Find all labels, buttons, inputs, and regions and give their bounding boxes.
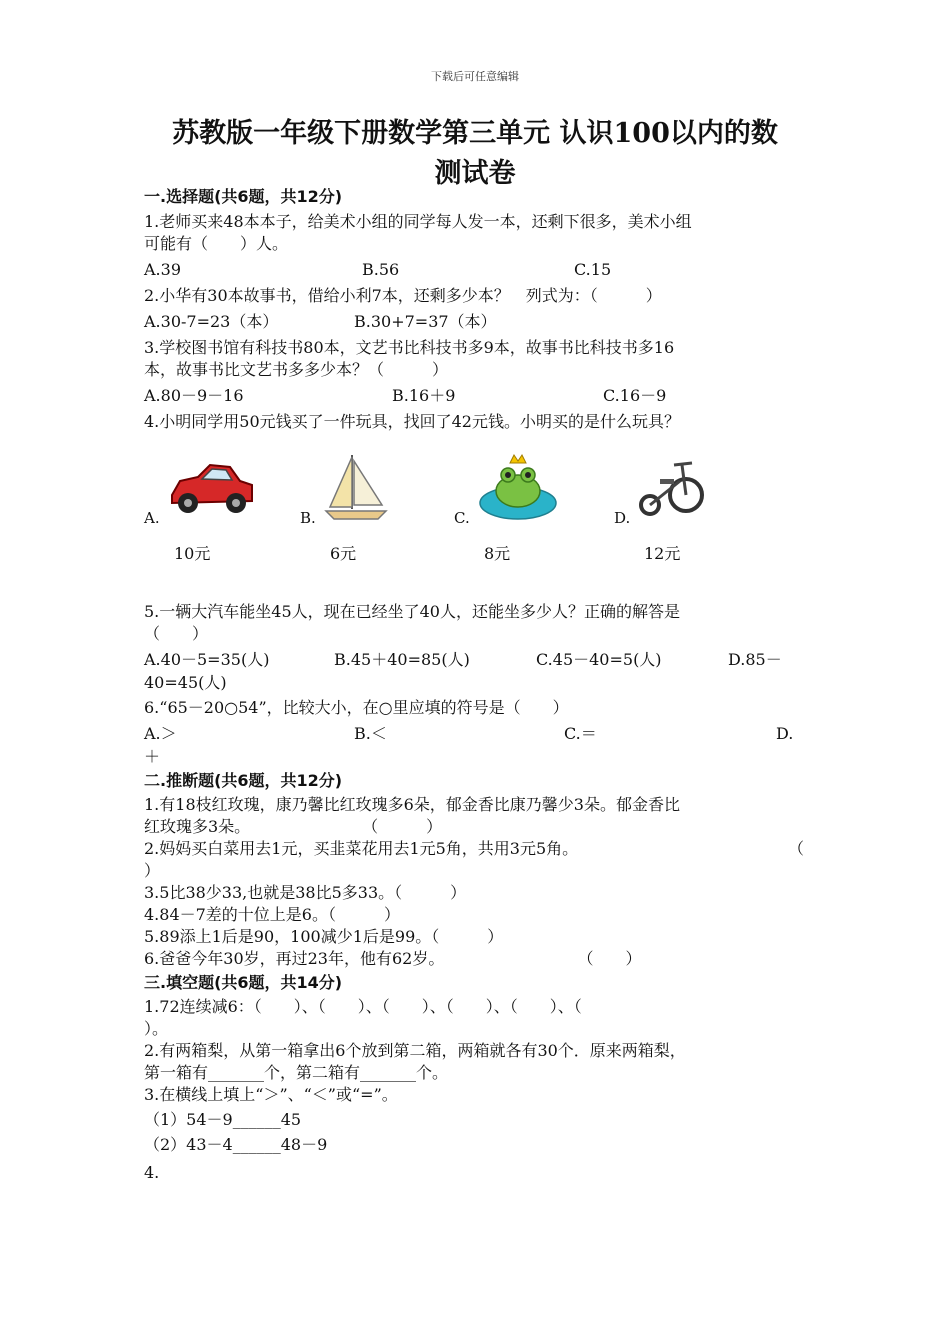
option-label: A. — [144, 509, 160, 527]
option: B.＜ — [354, 724, 387, 743]
question-2-options — [144, 310, 804, 334]
question-text: 2.妈妈买白菜用去1元，买韭菜花用去1元5角，共用3元5角。 — [144, 839, 579, 858]
question-4: 4.小明同学用50元钱买了一件玩具，找回了42元钱。小明买的是什么玩具？ — [144, 412, 680, 431]
fill-3-item-1: （1）54－9______45 — [144, 1110, 302, 1129]
question-text: 3.学校图书馆有科技书80本，文艺书比科技书多9本，故事书比科技书多16 — [144, 338, 675, 357]
car-icon — [166, 451, 256, 523]
question-text: 可能有（ ）人。 — [144, 234, 289, 253]
option: C.＝ — [564, 724, 597, 743]
option: C.45－40=5(人) — [536, 650, 662, 669]
question-text: 6.爸爸今年30岁，再过23年，他有62岁。 — [144, 949, 445, 968]
option-label: C. — [454, 509, 470, 527]
question-text: 5.一辆大汽车能坐45人，现在已经坐了40人，还能坐多少人？正确的解答是 — [144, 602, 680, 621]
question-text: 本，故事书比文艺书多多少本？（ ） — [144, 360, 449, 379]
option: A.80－9－16 — [144, 386, 244, 405]
title-line-2: 测试卷 — [434, 158, 516, 189]
question-text: 1.老师买来48本本子，给美术小组的同学每人发一本，还剩下很多，美术小组 — [144, 212, 692, 231]
option: A.40－5=35(人) — [144, 650, 270, 669]
option: C.15 — [574, 260, 612, 279]
judgement-6 — [144, 948, 804, 970]
option: C.16－9 — [603, 386, 667, 405]
section-heading-judgement: 二.推断题(共6题，共12分) — [144, 771, 343, 790]
option: B.45＋40=85(人) — [334, 650, 470, 669]
price-label: 6元 — [330, 544, 357, 563]
question-6-continued: ＋ — [144, 747, 161, 766]
fill-4: 4. — [144, 1163, 160, 1182]
question-text: 2.有两箱梨，从第一箱拿出6个放到第二箱，两箱就各有30个．原来两箱梨， — [144, 1041, 686, 1060]
question-4-pictures — [144, 443, 804, 573]
price-label: 10元 — [174, 544, 211, 563]
option-label: D. — [614, 509, 631, 527]
question-5 — [144, 601, 804, 645]
question-5-options — [144, 648, 804, 672]
sailboat-icon — [322, 451, 392, 523]
section-heading-choice: 一.选择题(共6题，共12分) — [144, 187, 343, 206]
option: A.30-7=23（本） — [144, 312, 279, 331]
judgement-3: 3.5比38少33,也就是38比5多33。（ ） — [144, 883, 467, 902]
title-line-1: 苏教版一年级下册数学第三单元 认识100以内的数 — [172, 118, 778, 149]
fill-1 — [144, 996, 804, 1040]
section-heading-fill: 三.填空题(共6题，共14分) — [144, 973, 343, 992]
judgement-4: 4.84－7差的十位上是6。（ ） — [144, 905, 400, 924]
question-6: 6.“65－20○54”，比较大小，在○里应填的符号是（ ） — [144, 698, 569, 717]
judgement-2 — [144, 838, 804, 860]
exam-content — [144, 184, 804, 1184]
question-3-options — [144, 384, 804, 408]
option: B.56 — [362, 260, 400, 279]
fill-3-item-2: （2）43－4______48－9 — [144, 1135, 328, 1154]
question-text: 1.有18枝红玫瑰，康乃馨比红玫瑰多6朵，郁金香比康乃馨少3朵。郁金香比 — [144, 795, 680, 814]
option: A.＞ — [144, 724, 177, 743]
question-5-continued: 40=45(人) — [144, 673, 227, 692]
question-text: ）。 — [144, 1019, 169, 1038]
question-text: 红玫瑰多3朵。 （ ） — [144, 817, 443, 836]
page-title — [120, 114, 830, 194]
question-3 — [144, 337, 804, 381]
option: B.30+7=37（本） — [354, 312, 497, 331]
question-text: 1.72连续减6：（ ）、（ ）、（ ）、（ ）、（ ）、（ — [144, 997, 582, 1016]
option-label: B. — [300, 509, 316, 527]
fill-2 — [144, 1040, 804, 1084]
page-header: 下载后可任意编辑 — [431, 70, 519, 83]
price-label: 8元 — [484, 544, 511, 563]
price-label: 12元 — [644, 544, 681, 563]
judgement-1 — [144, 794, 804, 838]
question-2: 2.小华有30本故事书，借给小利7本，还剩多少本？ 列式为：（ ） — [144, 286, 662, 305]
question-text: （ ） — [144, 624, 209, 643]
question-text: 第一箱有_______个，第二箱有_______个。 — [144, 1063, 449, 1082]
frog-icon — [476, 451, 560, 523]
judgement-5: 5.89添上1后是90，100减少1后是99。（ ） — [144, 927, 504, 946]
question-1-options — [144, 258, 804, 282]
fill-3: 3.在横线上填上“＞”、“＜”或“=”。 — [144, 1085, 398, 1104]
answer-bracket: ） — [144, 861, 161, 880]
option: B.16＋9 — [392, 386, 456, 405]
option: A.39 — [144, 260, 181, 279]
answer-bracket: （ ） — [577, 949, 642, 968]
question-1 — [144, 211, 804, 255]
question-6-options — [144, 722, 804, 746]
answer-bracket: （ — [787, 839, 804, 858]
tricycle-icon — [636, 451, 716, 523]
option: D. — [776, 724, 794, 743]
option: D.85－ — [728, 650, 782, 669]
